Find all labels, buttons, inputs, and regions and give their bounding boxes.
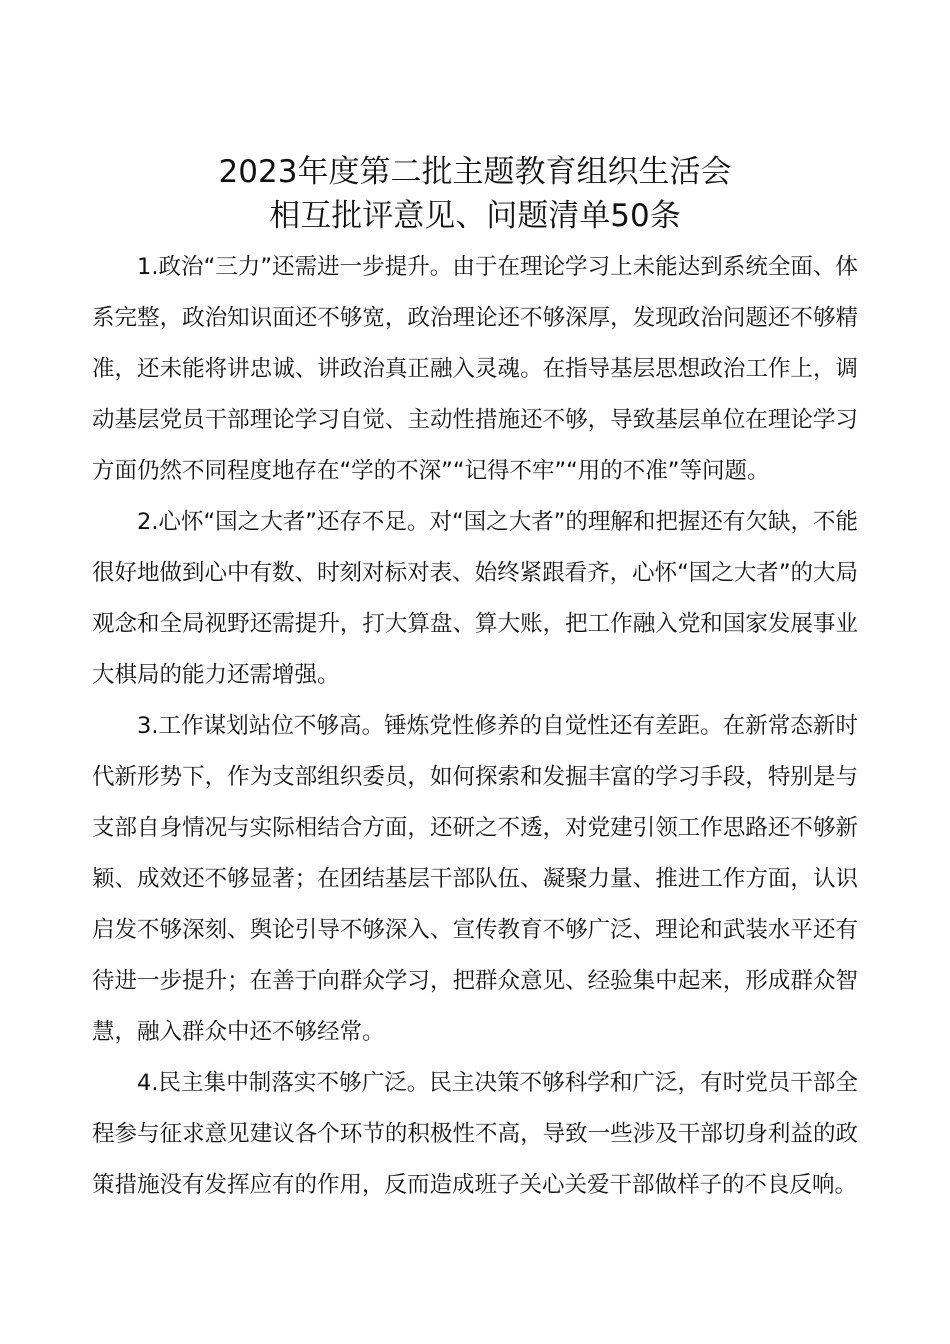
title-line-2: 相互批评意见、问题清单50条 [269, 198, 681, 234]
paragraph-3: 3.工作谋划站位不够高。锤炼党性修养的自觉性还有差距。在新常态新时代新形势下，作为支部组织委员，如何探索和发掘丰富的学习手段，特别是与支部自身情况与实际相结合方面，还研之不透，对党建引领工作思路还不够新颖、成效还不够显著；在团结基层干部队伍、凝聚力量、推进工作方面，认识启发不够深刻、舆论引导不够深入、宣传教育不够广泛、理论和武装水平还有待进一步提升；在善于向群众学习，把群众意见、经验集中起来，形成群众智慧，融入群众中还不够经常。 [92, 713, 858, 1045]
paragraph-4: 4.民主集中制落实不够广泛。民主决策不够科学和广泛，有时党员干部全程参与征求意见建议各个环节的积极性不高，导致一些涉及干部切身利益的政策措施没有发挥应有的作用，反而造成班子关心关爱干部做样子的不良反响。 [92, 1070, 858, 1198]
document-body [92, 242, 858, 1211]
paragraph-2: 2.心怀“国之大者”还存不足。对“国之大者”的理解和把握还有欠缺，不能很好地做到心中有数、时刻对标对表、始终紧跟看齐，心怀“国之大者”的大局观念和全局视野还需提升，打大算盘、算大账，把工作融入党和国家发展事业大棋局的能力还需增强。 [92, 509, 858, 688]
title-line-1: 2023年度第二批主题教育组织生活会 [218, 154, 732, 190]
paragraph-1: 1.政治“三力”还需进一步提升。由于在理论学习上未能达到系统全面、体系完整，政治知识面还不够宽，政治理论还不够深厚，发现政治问题还不够精准，还未能将讲忠诚、讲政治真正融入灵魂。在指导基层思想政治工作上，调动基层党员干部理论学习自觉、主动性措施还不够，导致基层单位在理论学习方面仍然不同程度地存在“学的不深”“记得不牢”“用的不准”等问题。 [92, 254, 858, 484]
document-title [90, 150, 860, 238]
